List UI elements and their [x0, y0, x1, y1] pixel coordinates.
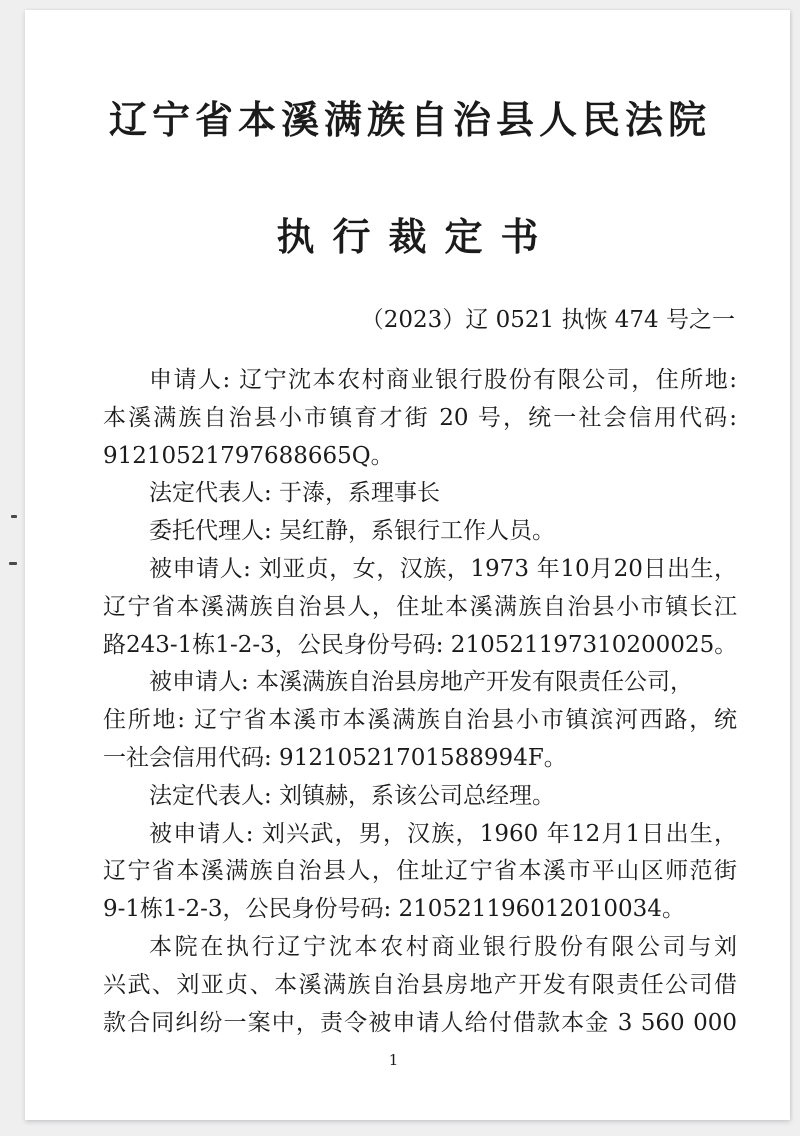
document-line: 辽宁省本溪满族自治县人，住址辽宁省本溪市平山区师范街 [103, 858, 737, 885]
document-line: 9-1栋1-2-3，公民身份号码: 210521196012010034。 [103, 896, 685, 923]
case-number: （2023）辽 0521 执恢 474 号之一 [360, 307, 735, 333]
document-title: 执行裁定书 [276, 214, 557, 259]
scan-artifact-speck [9, 562, 17, 565]
document-line: 法定代表人: 于溙，系理事长 [149, 480, 441, 507]
document-line: 住所地: 辽宁省本溪市本溪满族自治县小市镇滨河西路，统 [103, 707, 737, 734]
document-page [25, 10, 790, 1120]
document-body [25, 362, 790, 1042]
document-line: 兴武、刘亚贞、本溪满族自治县房地产开发有限责任公司借 [103, 971, 737, 998]
document-line: 被申请人: 本溪满族自治县房地产开发有限责任公司， [149, 669, 694, 696]
court-name-heading: 辽宁省本溪满族自治县人民法院 [108, 97, 711, 142]
scan-artifact-speck [11, 515, 17, 518]
document-line: 本溪满族自治县小市镇育才街 20 号，统一社会信用代码: [103, 404, 737, 431]
document-line: 本院在执行辽宁沈本农村商业银行股份有限公司与刘 [149, 933, 737, 960]
document-line: 91210521797688665Q。 [103, 442, 394, 469]
document-line: 路243-1栋1-2-3，公民身份号码: 210521197310200025。 [103, 631, 738, 658]
document-line: 被申请人: 刘亚贞，女，汉族，1973 年10月20日出生， [149, 555, 737, 582]
document-line: 委托代理人: 吴红静，系银行工作人员。 [149, 518, 556, 545]
document-line: 申请人: 辽宁沈本农村商业银行股份有限公司，住所地: [149, 367, 737, 393]
document-line: 一社会信用代码: 91210521701588994F。 [103, 744, 567, 771]
document-line: 款合同纠纷一案中，责令被申请人给付借款本金 3 560 000 [103, 1009, 737, 1036]
page-number: 1 [388, 1051, 399, 1070]
document-line: 被申请人: 刘兴武，男，汉族，1960 年12月1日出生， [149, 820, 737, 847]
document-line: 法定代表人: 刘镇赫，系该公司总经理。 [149, 782, 556, 809]
document-line: 辽宁省本溪满族自治县人，住址本溪满族自治县小市镇长江 [103, 593, 737, 620]
